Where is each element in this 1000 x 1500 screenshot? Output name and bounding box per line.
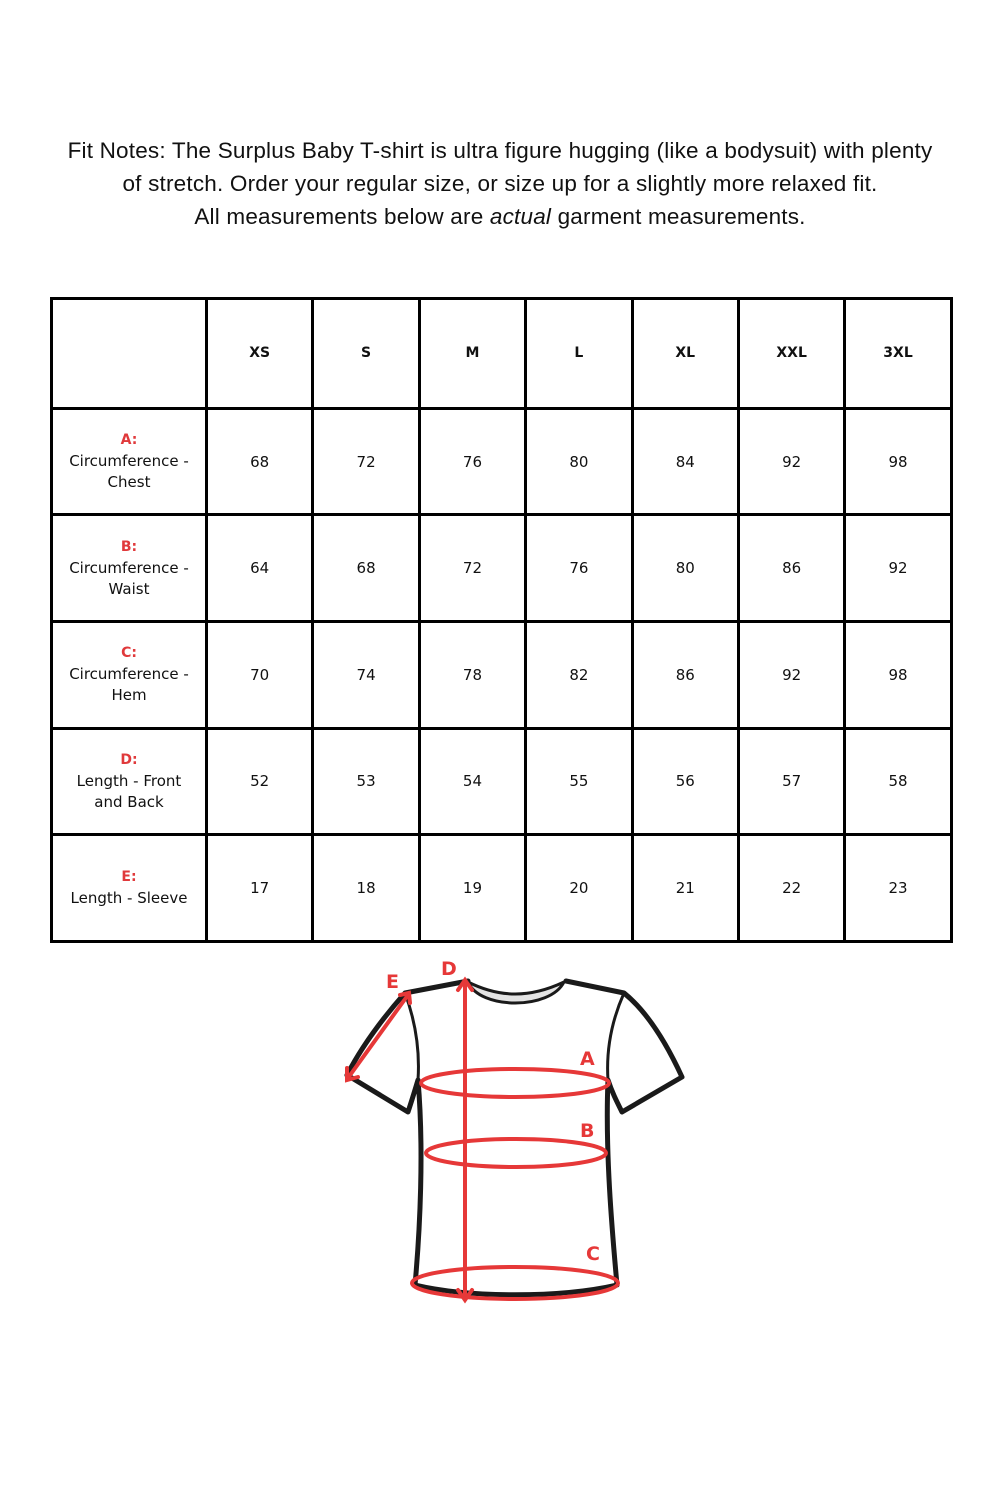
measurement-guides <box>347 980 618 1300</box>
measurement-label: Circumference - Chest <box>69 452 189 492</box>
table-cell: 22 <box>738 835 844 942</box>
measurement-label-cell <box>52 622 207 729</box>
measurement-label-cell <box>52 728 207 835</box>
measurement-letter: B: <box>120 538 138 555</box>
tshirt-neckline <box>468 982 564 1003</box>
table-cell: 55 <box>526 728 632 835</box>
tshirt-sleeve-seam-left <box>405 993 418 1080</box>
table-row <box>52 835 952 942</box>
table-cell: 72 <box>419 515 525 622</box>
table-cell: 18 <box>313 835 419 942</box>
table-cell: 58 <box>845 728 951 835</box>
size-header-cell: L <box>526 299 632 409</box>
size-header-cell: 3XL <box>845 299 951 409</box>
table-cell: 82 <box>526 622 632 729</box>
table-row <box>52 515 952 622</box>
table-cell: 98 <box>845 408 951 515</box>
table-cell: 23 <box>845 835 951 942</box>
table-cell: 98 <box>845 622 951 729</box>
table-cell: 86 <box>738 515 844 622</box>
label-b: B <box>580 1120 595 1142</box>
table-cell: 92 <box>738 408 844 515</box>
measurement-note-end: garment measurements. <box>551 204 806 229</box>
table-cell: 92 <box>845 515 951 622</box>
size-header-cell: XS <box>207 299 313 409</box>
table-cell: 78 <box>419 622 525 729</box>
sleeve-measure-line <box>348 995 408 1078</box>
table-cell: 19 <box>419 835 525 942</box>
label-c: C <box>586 1243 600 1265</box>
measurement-letter: C: <box>121 645 137 662</box>
size-header-cell: S <box>313 299 419 409</box>
table-cell: 20 <box>526 835 632 942</box>
measurement-label: Length - Sleeve <box>70 889 188 908</box>
measurement-note-emphasis: actual <box>489 204 552 229</box>
label-e: E <box>386 971 399 993</box>
table-cell: 52 <box>207 728 313 835</box>
table-row <box>52 728 952 835</box>
table-cell: 84 <box>632 408 738 515</box>
size-header-cell: XXL <box>738 299 844 409</box>
size-header-cell: M <box>419 299 525 409</box>
measurement-note-start: All measurements below are <box>194 204 490 229</box>
measurement-letter: E: <box>121 869 137 886</box>
table-row <box>52 622 952 729</box>
table-cell: 92 <box>738 622 844 729</box>
table-cell: 80 <box>526 408 632 515</box>
measurement-label: Circumference - Hem <box>69 665 189 705</box>
table-cell: 68 <box>313 515 419 622</box>
measurement-label-cell <box>52 408 207 515</box>
chest-measure-ellipse <box>421 1069 609 1097</box>
header-corner-cell <box>52 299 207 409</box>
table-cell: 17 <box>207 835 313 942</box>
measurement-note <box>60 200 940 233</box>
tshirt-sleeve-seam-right <box>608 993 624 1080</box>
size-chart-table <box>50 297 953 943</box>
label-a: A <box>580 1048 595 1070</box>
measurement-label-cell <box>52 515 207 622</box>
measurement-label: Length - Front and Back <box>76 771 182 811</box>
table-cell: 56 <box>632 728 738 835</box>
waist-measure-ellipse <box>426 1139 606 1167</box>
fit-notes-text: Fit Notes: The Surplus Baby T-shirt is ultra figure hugging (like a bodysuit) with plenty of stretch. Order your regular size, or size up for a slightly more relaxed fit. <box>67 138 933 196</box>
table-cell: 76 <box>526 515 632 622</box>
measurement-label: Circumference - Waist <box>69 558 189 598</box>
table-cell: 68 <box>207 408 313 515</box>
table-cell: 76 <box>419 408 525 515</box>
table-cell: 80 <box>632 515 738 622</box>
measurement-letter: A: <box>120 432 138 449</box>
table-cell: 53 <box>313 728 419 835</box>
table-cell: 54 <box>419 728 525 835</box>
table-row <box>52 408 952 515</box>
table-cell: 64 <box>207 515 313 622</box>
table-cell: 21 <box>632 835 738 942</box>
table-cell: 57 <box>738 728 844 835</box>
label-d: D <box>441 958 457 980</box>
measurement-letter: D: <box>120 751 138 768</box>
measurement-label-cell <box>52 835 207 942</box>
table-cell: 70 <box>207 622 313 729</box>
size-header-cell: XL <box>632 299 738 409</box>
table-cell: 72 <box>313 408 419 515</box>
size-header-row <box>52 299 952 409</box>
fit-notes <box>60 134 940 233</box>
tshirt-measurement-diagram <box>330 955 700 1315</box>
table-cell: 74 <box>313 622 419 729</box>
table-cell: 86 <box>632 622 738 729</box>
